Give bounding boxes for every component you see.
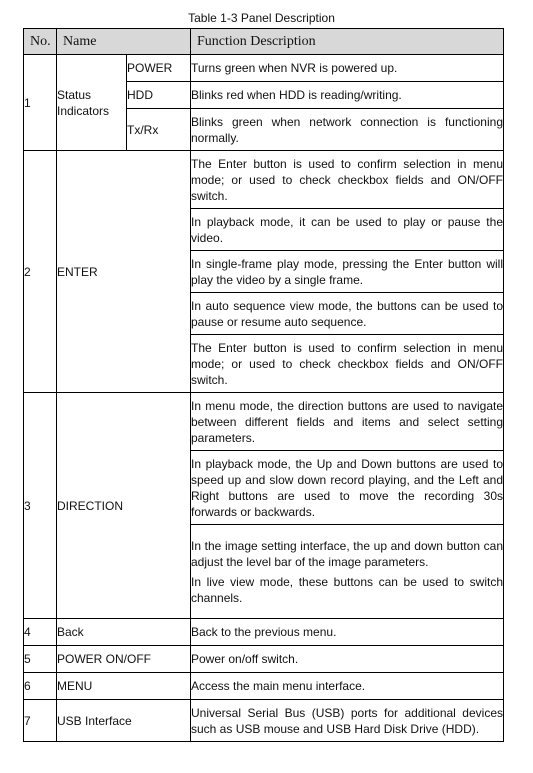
function-description: The Enter button is used to confirm selection in menu mode; or used to check checkbox fields and ON/OFF switch. bbox=[191, 335, 504, 393]
sub-label: POWER bbox=[127, 55, 191, 82]
table-row bbox=[24, 646, 504, 673]
function-description: In playback mode, it can be used to play or pause the video. bbox=[191, 209, 504, 251]
row-name: USB Interface bbox=[57, 700, 191, 742]
function-description: Universal Serial Bus (USB) ports for additional devices such as USB mouse and USB Hard Disk Drive (HDD). bbox=[191, 700, 504, 742]
row-number: 5 bbox=[24, 646, 57, 673]
table-row bbox=[24, 393, 504, 451]
panel-description-table bbox=[23, 28, 504, 742]
function-description: In live view mode, these buttons can be used to switch channels. bbox=[191, 574, 503, 605]
function-description: In single-frame play mode, pressing the Enter button will play the video by a single frame. bbox=[191, 251, 504, 293]
function-description-group bbox=[191, 525, 504, 619]
sub-label: HDD bbox=[127, 82, 191, 109]
function-description: The Enter button is used to confirm selection in menu mode; or used to check checkbox fields and ON/OFF switch. bbox=[191, 151, 504, 209]
row-name: ENTER bbox=[57, 151, 191, 393]
row-name: DIRECTION bbox=[57, 393, 191, 619]
header-name: Name bbox=[57, 29, 191, 55]
function-description: Access the main menu interface. bbox=[191, 673, 504, 700]
table-row bbox=[24, 700, 504, 742]
row-number: 6 bbox=[24, 673, 57, 700]
table-row bbox=[24, 151, 504, 209]
table-header-row bbox=[24, 29, 504, 55]
function-description: In the image setting interface, the up and down button can adjust the level bar of the image parameters. bbox=[191, 538, 503, 569]
row-name: Status Indicators bbox=[57, 55, 127, 151]
sub-label: Tx/Rx bbox=[127, 109, 191, 151]
table-row bbox=[24, 55, 504, 82]
function-description: Power on/off switch. bbox=[191, 646, 504, 673]
header-function: Function Description bbox=[191, 29, 504, 55]
row-name: POWER ON/OFF bbox=[57, 646, 191, 673]
row-number: 3 bbox=[24, 393, 57, 619]
row-name: Back bbox=[57, 619, 191, 646]
function-description: In menu mode, the direction buttons are used to navigate between different fields and items and select setting parameters. bbox=[191, 393, 504, 451]
row-number: 2 bbox=[24, 151, 57, 393]
row-number: 7 bbox=[24, 700, 57, 742]
row-number: 4 bbox=[24, 619, 57, 646]
function-description: Back to the previous menu. bbox=[191, 619, 504, 646]
header-no: No. bbox=[24, 29, 57, 55]
table-caption: Table 1-3 Panel Description bbox=[188, 11, 335, 25]
row-number: 1 bbox=[24, 55, 57, 151]
table-row bbox=[24, 673, 504, 700]
row-name: MENU bbox=[57, 673, 191, 700]
function-description: In auto sequence view mode, the buttons can be used to pause or resume auto sequence. bbox=[191, 293, 504, 335]
function-description: Turns green when NVR is powered up. bbox=[191, 55, 504, 82]
function-description: Blinks red when HDD is reading/writing. bbox=[191, 82, 504, 109]
function-description: Blinks green when network connection is functioning normally. bbox=[191, 109, 504, 151]
function-description: In playback mode, the Up and Down buttons are used to speed up and slow down record playing, and the Left and Right buttons are used to move the recording 30s forwards or backwards. bbox=[191, 451, 504, 525]
table-row bbox=[24, 619, 504, 646]
